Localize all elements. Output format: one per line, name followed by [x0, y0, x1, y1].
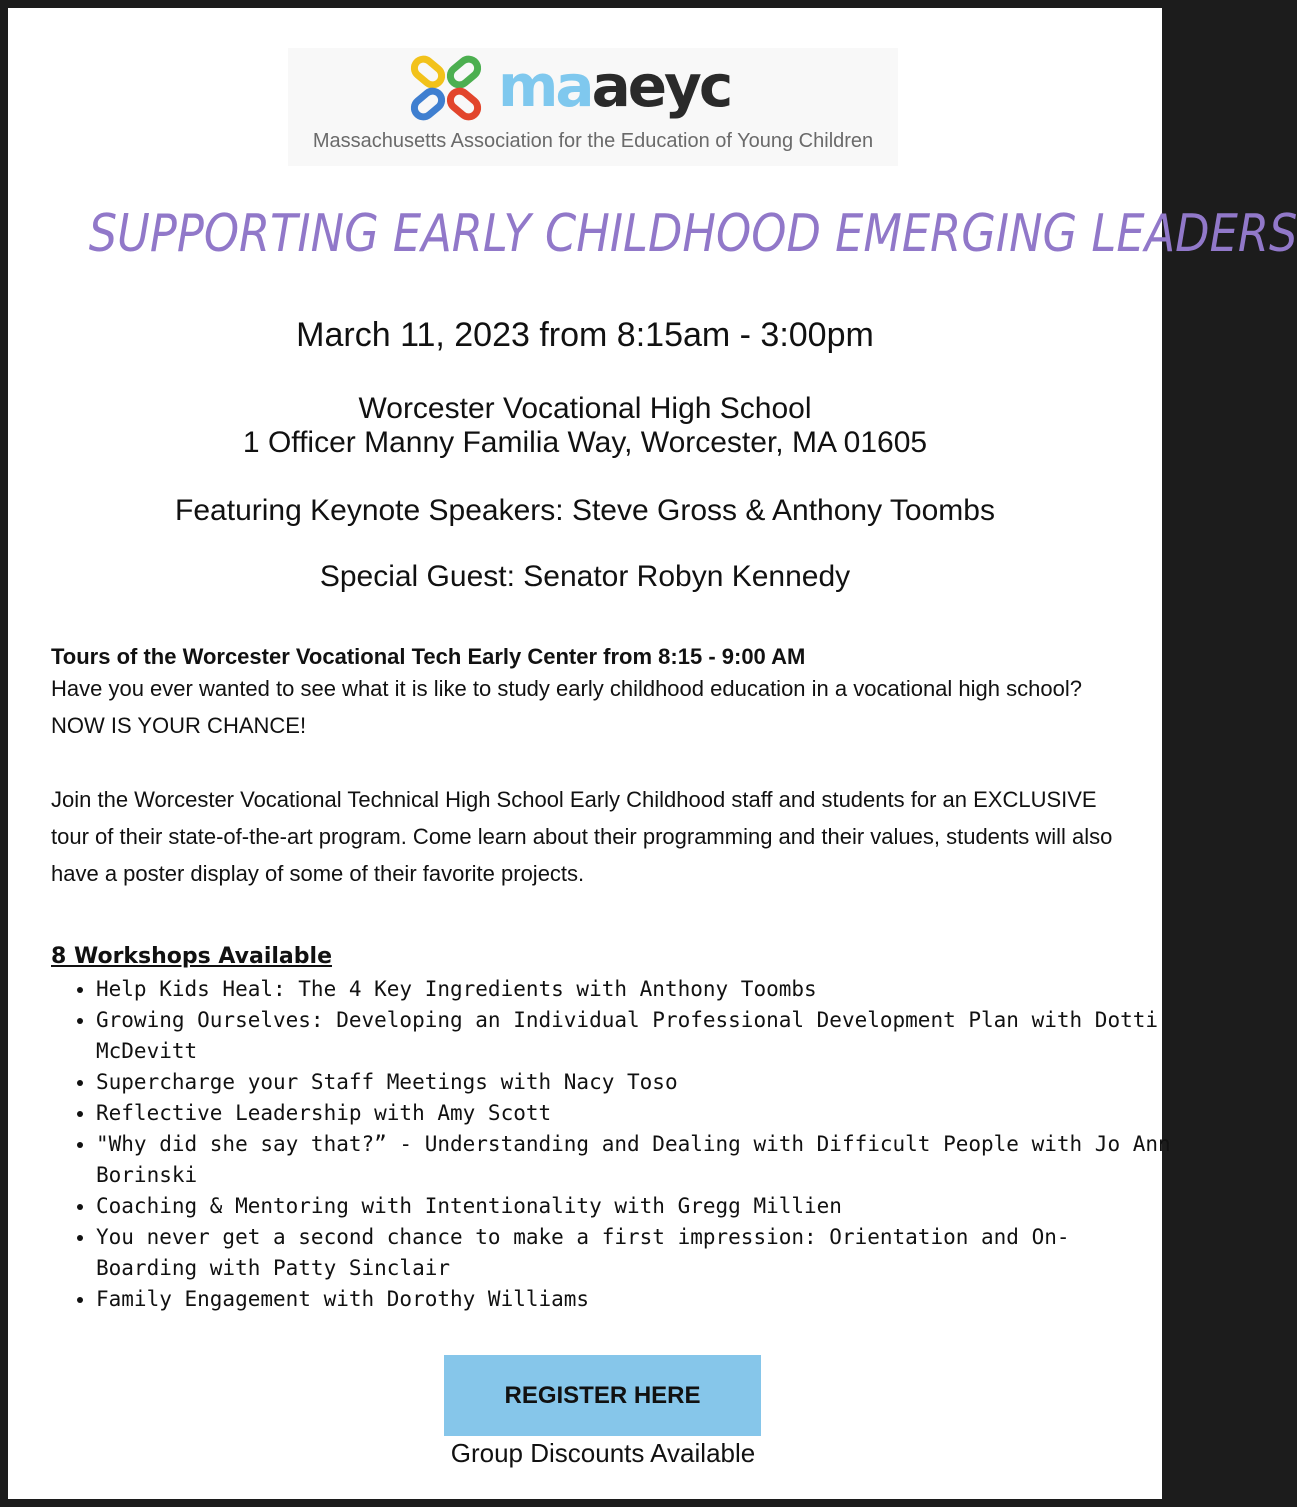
workshop-item: • "Why did she say that?” - Understanding and Dealing with Difficult People with Jo Ann Borinski	[96, 1129, 1171, 1191]
workshop-item: • Coaching & Mentoring with Intentionality with Gregg Millien	[96, 1191, 1171, 1222]
venue-address: 1 Officer Manny Familia Way, Worcester, MA 01605	[242, 426, 928, 459]
special-guest: Special Guest: Senator Robyn Kennedy	[319, 560, 851, 593]
group-discount-note: Group Discounts Available	[450, 1438, 756, 1468]
workshop-item: • Help Kids Heal: The 4 Key Ingredients with Anthony Toombs	[96, 974, 1171, 1005]
workshop-item: • You never get a second chance to make a first impression: Orientation and On- Boarding with Patty Sinclair	[96, 1222, 1171, 1284]
workshop-item: • Growing Ourselves: Developing an Individual Professional Development Plan with Dotti McDevitt	[96, 1005, 1171, 1067]
workshops-title: 8 Workshops Available	[51, 944, 332, 969]
logo-wordmark: maaeyc	[498, 52, 731, 120]
maaeyc-logo	[288, 48, 898, 166]
event-date: March 11, 2023 from 8:15am - 3:00pm	[296, 316, 874, 354]
register-button[interactable]: REGISTER HERE	[444, 1355, 761, 1436]
tours-paragraph-2: Join the Worcester Vocational Technical High School Early Childhood staff and students for an EXCLUSIVE tour of their state-of-the-art program. Come learn about their programming and their values, students will also have a poster display of some of their favorite projects.	[51, 787, 1113, 886]
keynote-speakers: Featuring Keynote Speakers: Steve Gross & Anthony Toombs	[175, 494, 995, 527]
venue-name: Worcester Vocational High School	[358, 392, 812, 425]
logo-subtitle: Massachusetts Association for the Education of Young Children	[312, 130, 874, 152]
headline: SUPPORTING EARLY CHILDHOOD EMERGING LEADERS	[88, 204, 1297, 264]
flyer-page	[8, 8, 1297, 1499]
workshops-list	[51, 974, 1171, 1315]
tours-title: Tours of the Worcester Vocational Tech Early Center from 8:15 - 9:00 AM	[51, 644, 806, 669]
tours-paragraph-1: Have you ever wanted to see what it is like to study early childhood education in a vocational high school? NOW IS YOUR CHANCE!	[51, 676, 1082, 738]
workshop-item: • Reflective Leadership with Amy Scott	[96, 1098, 1171, 1129]
workshop-item: • Family Engagement with Dorothy Williams	[96, 1284, 1171, 1315]
workshop-item: • Supercharge your Staff Meetings with Nacy Toso	[96, 1067, 1171, 1098]
chain-links-logo-icon	[405, 57, 489, 119]
